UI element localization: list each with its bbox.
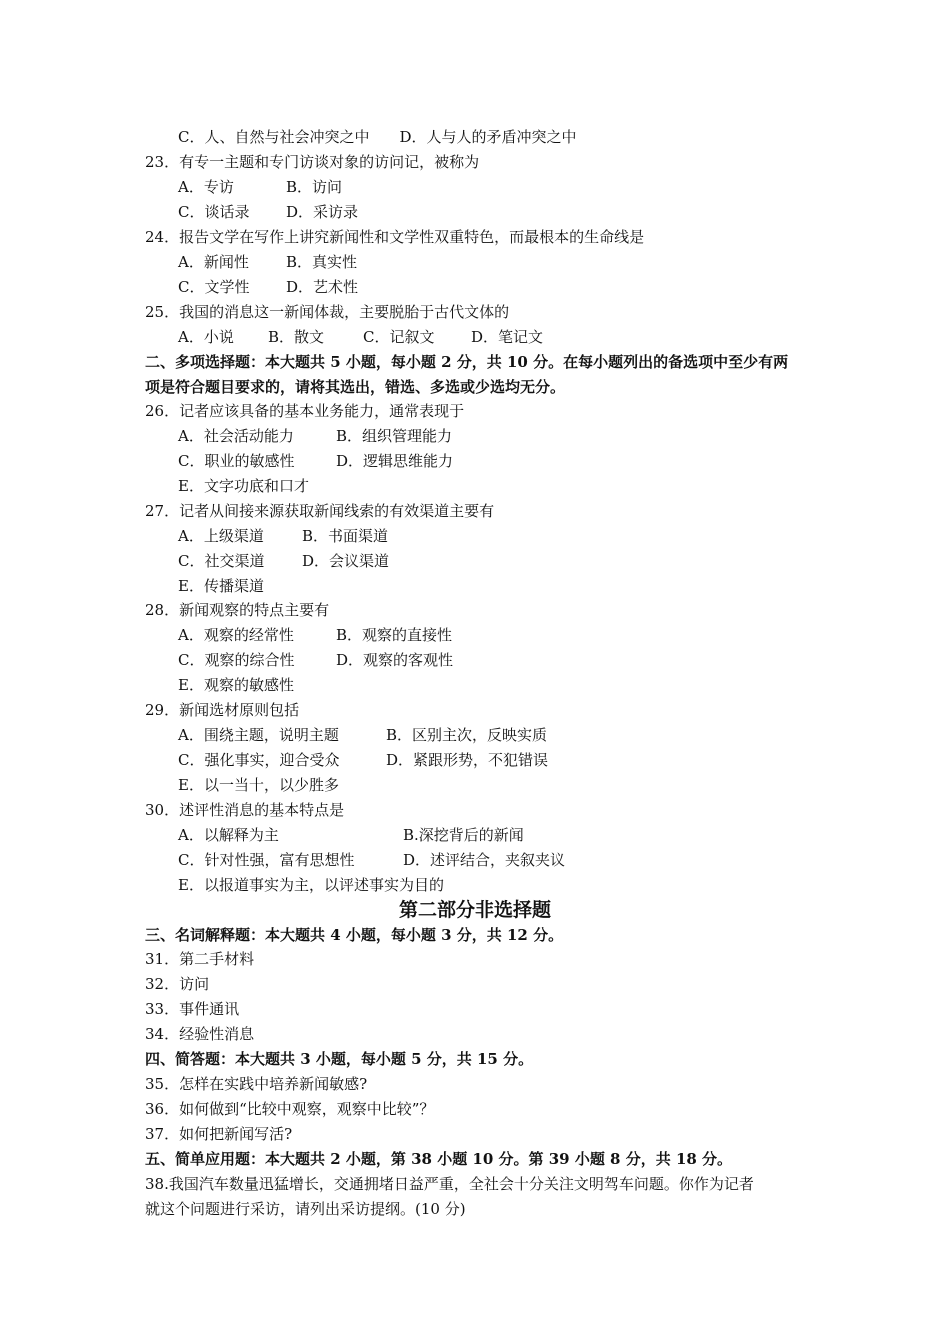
option-row	[178, 252, 357, 272]
option-c: C．人、自然与社会冲突之中	[178, 128, 370, 146]
option-b: B．组织管理能力	[336, 427, 453, 445]
question-27: 27．记者从间接来源获取新闻线索的有效渠道主要有	[145, 502, 495, 520]
option-row	[178, 750, 548, 770]
question-36: 36．如何做到“比较中观察，观察中比较”？	[145, 1100, 435, 1118]
option-b: B．观察的直接性	[336, 626, 453, 644]
option-row	[178, 177, 342, 197]
option-row	[178, 327, 543, 347]
question-38: 38.我国汽车数量迅猛增长，交通拥堵日益严重，全社会十分关注文明驾车问题。你作为记者	[145, 1175, 754, 1193]
option-d: D．会议渠道	[302, 552, 390, 570]
option-row	[178, 202, 358, 222]
option-row	[178, 725, 547, 745]
section-5-heading: 五、简单应用题：本大题共 2 小题，第 38 小题 10 分。第 39 小题 8 分，共 18 分。	[145, 1150, 733, 1168]
option-b: B.深挖背后的新闻	[403, 826, 524, 844]
option-d: D．艺术性	[286, 278, 359, 296]
question-26: 26．记者应该具备的基本业务能力，通常表现于	[145, 402, 465, 420]
option-b: B．书面渠道	[302, 527, 389, 545]
section-3-heading: 三、名词解释题：本大题共 4 小题，每小题 3 分，共 12 分。	[145, 926, 564, 944]
option-d: D．述评结合，夹叙夹议	[403, 851, 566, 869]
option-a: A．小说	[178, 328, 234, 346]
option-row	[178, 850, 565, 870]
option-b: B．访问	[286, 178, 343, 196]
part-2-title: 第二部分非选择题	[398, 899, 551, 921]
option-a: A．围绕主题，说明主题	[178, 726, 339, 744]
section-4-heading: 四、简答题：本大题共 3 小题，每小题 5 分，共 15 分。	[145, 1050, 534, 1068]
option-row	[178, 625, 452, 645]
section-2-heading: 二、多项选择题：本大题共 5 小题，每小题 2 分，共 10 分。在每小题列出的备选项中至少有两	[145, 353, 789, 371]
question-33: 33．事件通讯	[145, 1000, 240, 1018]
option-a: A．社会活动能力	[178, 427, 294, 445]
option-row	[178, 551, 389, 571]
question-38-cont: 就这个问题进行采访，请列出采访提纲。(10 分)	[145, 1200, 466, 1218]
question-34: 34．经验性消息	[145, 1025, 255, 1043]
option-c: C．文学性	[178, 278, 250, 296]
option-row	[178, 526, 388, 546]
option-b: B．区别主次，反映实质	[386, 726, 548, 744]
option-d: D．逻辑思维能力	[336, 452, 454, 470]
option-d: D．观察的客观性	[336, 651, 454, 669]
option-row	[178, 277, 358, 297]
option-d: D．笔记文	[471, 328, 544, 346]
option-c: C．记叙文	[363, 328, 435, 346]
question-35: 35．怎样在实践中培养新闻敏感?	[145, 1075, 368, 1093]
option-c: C．观察的综合性	[178, 651, 295, 669]
option-c: C．职业的敏感性	[178, 452, 295, 470]
question-37: 37．如何把新闻写活?	[145, 1125, 293, 1143]
option-row	[178, 650, 453, 670]
option-e: E．观察的敏感性	[178, 676, 294, 694]
option-a: A．专访	[178, 178, 234, 196]
option-row	[178, 451, 453, 471]
section-2-heading-cont: 项是符合题目要求的，请将其选出，错选、多选或少选均无分。	[145, 378, 566, 396]
option-b: B．散文	[268, 328, 325, 346]
option-c: C．社交渠道	[178, 552, 265, 570]
option-c: C．强化事实，迎合受众	[178, 751, 340, 769]
option-c: C．针对性强，富有思想性	[178, 851, 355, 869]
option-row	[178, 426, 452, 446]
question-23: 23．有专一主题和专门访谈对象的访问记，被称为	[145, 153, 480, 171]
option-e: E．传播渠道	[178, 577, 264, 595]
option-a: A．以解释为主	[178, 826, 279, 844]
question-24: 24．报告文学在写作上讲究新闻性和文学性双重特色，而最根本的生命线是	[145, 228, 645, 246]
question-32: 32．访问	[145, 975, 210, 993]
question-28: 28．新闻观察的特点主要有	[145, 601, 330, 619]
question-25: 25．我国的消息这一新闻体裁，主要脱胎于古代文体的	[145, 303, 510, 321]
option-c: C．谈话录	[178, 203, 250, 221]
option-a: A．上级渠道	[178, 527, 264, 545]
option-e: E．以报道事实为主，以评述事实为目的	[178, 876, 444, 894]
option-a: A．新闻性	[178, 253, 249, 271]
option-a: A．观察的经常性	[178, 626, 294, 644]
option-e: E．以一当十，以少胜多	[178, 776, 339, 794]
option-d: D．紧跟形势，不犯错误	[386, 751, 549, 769]
option-row	[178, 825, 524, 845]
option-row	[178, 127, 577, 147]
option-d: D．采访录	[286, 203, 359, 221]
option-d: D．人与人的矛盾冲突之中	[399, 128, 577, 146]
question-31: 31．第二手材料	[145, 950, 255, 968]
question-29: 29．新闻选材原则包括	[145, 701, 300, 719]
option-e: E．文字功底和口才	[178, 477, 309, 495]
option-b: B．真实性	[286, 253, 358, 271]
question-30: 30．述评性消息的基本特点是	[145, 801, 345, 819]
